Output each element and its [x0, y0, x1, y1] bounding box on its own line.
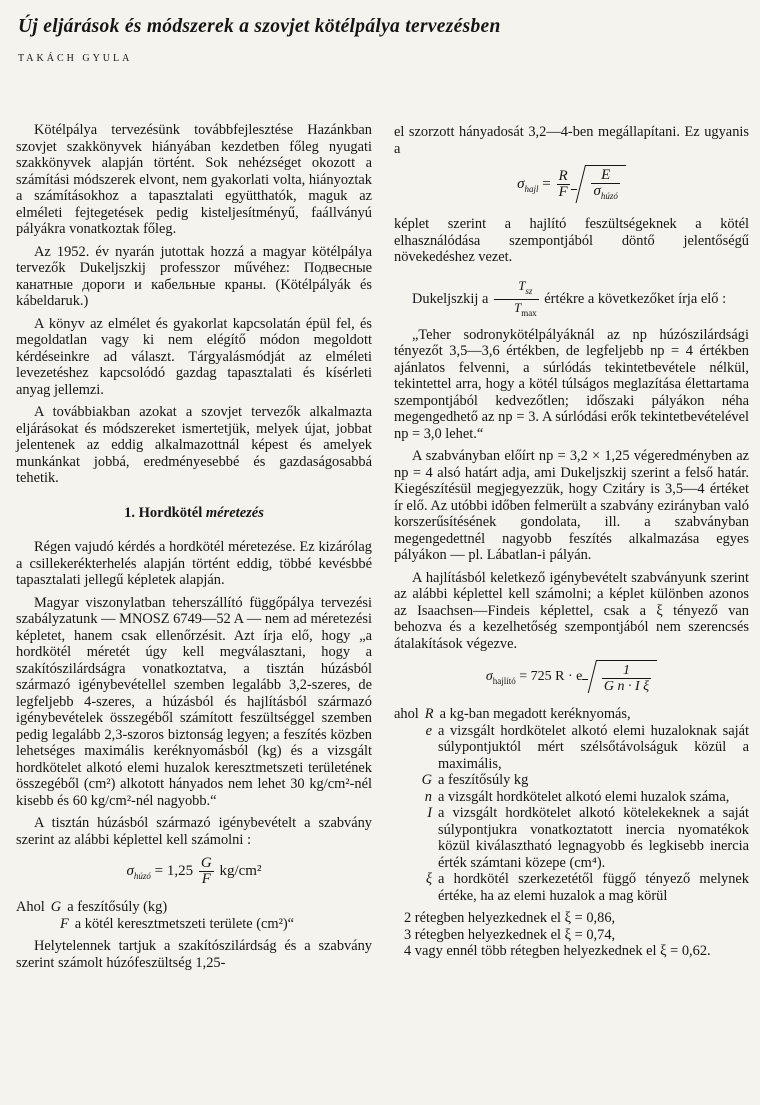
- quote-paragraph: „Teher sodronykötélpályáknál az np húzószilárdsági tényezőt 3,5—3,6 értékben, de legfeljebb np = 4 értékben ajánlatos felvenni, a súrlódás tekintetbevétele nélkül, tekintettel arra, hogy a kötél túlságos meglazítása élettartama szempontjából kedvezőtlen; időszaki pályákon néha megengedhető az np = 3. A súrlódási erők tekintetbevételével np = 3,0 lehet.“: [394, 326, 749, 442]
- definition-item: [394, 871, 749, 904]
- definition-symbol: G: [50, 899, 62, 915]
- ratio-denominator: [494, 300, 539, 321]
- paragraph: el szorzott hányadosát 3,2—4-ben megállapítani. Ez ugyanis a: [394, 124, 749, 157]
- layer-list: [394, 910, 749, 960]
- root-numerator: 1: [602, 663, 651, 679]
- formula-eq: = 1,25: [154, 862, 194, 879]
- definition-text: a feszítősúly kg: [438, 772, 529, 788]
- formula-eq: = 725 R · e: [519, 669, 583, 685]
- definition-item: [394, 789, 749, 806]
- text: értékre a következőket írja elő :: [544, 290, 727, 307]
- author-name: TAKÁCH GYULA: [18, 53, 133, 64]
- definition-symbol: R: [424, 706, 434, 722]
- left-column: [16, 122, 372, 973]
- paragraph: A szabványban előírt np = 3,2 × 1,25 végeredményben az np = 4 alsó határt adja, ami Dukeljszkij szerint a felső határ. Kiegészítésül megjegyezzük, hogy Czitáry is 3,5—4 értéket ír elő. Az utóbbi időben felmerült a szabvány ezirányban való korszerűsítésének gondolata, ill. a szabványban megengedettnél nagyobb feszítés alkalmazása egyes pályákon — pl. Lábatlan-i pályán.: [394, 448, 749, 563]
- formula-lhs: σ: [517, 175, 525, 192]
- fraction-denominator: F: [558, 184, 568, 200]
- definition-text: a feszítősúly (kg): [67, 899, 168, 915]
- formula-lhs: σ: [126, 862, 134, 879]
- layer-item: 3 rétegben helyezkednek el ξ = 0,74,: [404, 926, 616, 943]
- definition-symbol: n: [424, 788, 432, 805]
- formula-fraction: [199, 856, 214, 887]
- ratio-num-symbol: T: [518, 277, 526, 293]
- ahol-word: Ahol: [16, 899, 45, 915]
- paragraph: A hajlításból keletkező igénybevételt szabványunk szerint az alábbi képlettel kell számolni; a képlet különben azonos az Isaachsen—Findeis képlettel, csak a ξ tényező van behozva és a kezelhetőség szempontjából nem szerencsés átalakítások végezve.: [394, 569, 749, 652]
- paragraph: Régen vajudó kérdés a hordkötél méretezése. Ez kizárólag a csillekerékterhelés alapján történt eddig, többé kevésbbé tapasztalati jellegű képletek alapján.: [16, 539, 372, 588]
- definition-symbol: e: [425, 722, 432, 739]
- paragraph: A könyv az elmélet és gyakorlat kapcsolatán épül fel, és megoldatlan vagy ki nem elégítő módon megoldott kérdéseinkre ad választ. Tárgyalásmódját az elméleti levezetéshez kapcsolódó gazdag tapasztalati és kísérleti anyag jellemzi.: [16, 315, 372, 398]
- paragraph: Az 1952. év nyarán jutottak hozzá a magyar kötélpálya tervezők Dukeljszkij professzor művéhez: Подвесные канатные дороги и кабельные краны. (Kötélpályák és kábeldaruk.): [16, 243, 372, 309]
- root-fraction: [591, 168, 619, 204]
- definition-symbol: G: [421, 772, 432, 788]
- ratio-numerator: [494, 278, 539, 300]
- definition-symbol: ξ: [425, 871, 432, 887]
- ratio-num-sub: sz: [525, 285, 533, 296]
- root-denominator: G n · I ξ: [603, 679, 650, 694]
- ratio-den-sub: max: [521, 307, 537, 318]
- formula-bending-standard: [394, 660, 749, 694]
- ratio-den-symbol: T: [513, 299, 522, 315]
- formula-lhs-sub: hajl: [524, 183, 539, 194]
- root-numerator: E: [591, 168, 619, 184]
- root-den-sub: húzó: [600, 191, 618, 201]
- definition-text: a kg-ban megadott keréknyomás,: [439, 706, 631, 722]
- definition-item: [16, 899, 372, 916]
- formula-bending: [394, 165, 749, 204]
- definition-text: a vizsgált hordkötelet alkotó kötelekeknek a saját súlypontjukra vonatkoztatott inercia nyomatékok közül kiválasztható legnagyobb és legkisebb inercia érték számtani közepe (cm⁴).: [438, 805, 749, 871]
- formula-lhs: σ: [485, 669, 493, 685]
- layer-item: 4 vagy ennél több rétegben helyezkednek el ξ = 0,62.: [404, 943, 711, 959]
- paragraph: Kötélpálya tervezésünk továbbfejlesztése Hazánkban szovjet szakkönyvek hiányában kezdetben főleg nyugati szakkönyvek alapján történt. Sok nehézséget okozott a számítási módszerek elvont, nem gyakorlati volta, hiányoztak a számításokhoz a tapasztalati együtthatók, maguk az elméleti fejtegetések pedig kisteljesítményű, faállványú pályákra vonatkoztak főleg.: [16, 122, 372, 237]
- definition-item: [394, 772, 749, 789]
- section-title-rest: méretezés: [205, 504, 264, 521]
- formula-lhs-sub: húzó: [133, 870, 151, 881]
- formula-lhs-sub: hajlító: [492, 676, 516, 687]
- ahol-word: ahol: [394, 706, 419, 722]
- definition-item: [16, 916, 372, 933]
- definition-text: a kötél keresztmetszeti területe (cm²)“: [74, 915, 295, 932]
- paragraph-dukeljszkij: [394, 278, 749, 321]
- paragraph: A továbbiakban azokat a szovjet tervezők alkalmazta eljárásokat és módszereket ismertetjük, melyek újat, jobbat jelentenek az eddig alkalmazottnál képest és amelyek munkánkat jobbá, eredményesebbé és gazdaságosabbá tehetik.: [16, 404, 372, 486]
- square-root: [585, 165, 625, 204]
- fraction-denominator: F: [201, 871, 211, 887]
- definition-symbol: I: [427, 805, 432, 821]
- article-title: Új eljárások és módszerek a szovjet kötélpálya tervezésben: [18, 16, 501, 37]
- fraction-numerator: R: [558, 168, 568, 184]
- root-fraction: [602, 663, 651, 694]
- root-denominator: [591, 184, 619, 204]
- layer-item: 2 rétegben helyezkednek el ξ = 0,86,: [404, 910, 616, 926]
- definition-list: [394, 706, 749, 904]
- definition-text: a hordkötél szerkezetétől függő tényező melynek értéke, ha az elemi huzalok a mag körül: [438, 871, 749, 904]
- definition-item: [394, 706, 749, 723]
- definition-text: a vizsgált hordkötelet alkotó elemi huzaloknak saját súlypontjuktól mért szélsőtávolságuk közül a maximális,: [438, 722, 749, 772]
- ratio-fraction: [494, 278, 539, 321]
- section-heading: [16, 505, 372, 522]
- fraction-numerator: G: [200, 855, 212, 871]
- right-column: [394, 124, 749, 960]
- definition-list: [16, 899, 372, 932]
- formula-eq: =: [542, 175, 551, 192]
- section-title-bold: Hordkötél: [138, 504, 203, 521]
- definition-item: [394, 805, 749, 871]
- paragraph: Helytelennek tartjuk a szakítószilárdság és a szabvány szerint számolt húzófeszültség 1,25-: [16, 938, 372, 971]
- section-number: 1.: [124, 504, 135, 521]
- paragraph: képlet szerint a hajlító feszültségeknek a kötél elhasználódása szempontjából döntő jelentőségű növekedéshez vezet.: [394, 216, 749, 265]
- root-den-symbol: σ: [593, 183, 601, 199]
- paragraph: Magyar viszonylatban teherszállító függőpálya tervezési szabályzatunk — MNOSZ 6749—52 A — nem ad méretezési képletet, hanem csak ellenőrzésit. Azt írja elő, hogy „a hordkötél méretét úgy kell megválasztani, hogy a szakítószilárdságra vonatkoztatva, a tisztán húzásból származó igénybevétellel szemben legalább 3,2-szeres, de legfeljebb 4-szeres, a húzásból és hajlításból származó igénybevételek összegéből számított feszültséggel szemben pedig legalább 2,3-szoros biztonság legyen; a feszítés közben lehetséges maximális keréknyomásból (kg) és a vizsgált hordkötelet alkotó elemi huzalok keresztmetszeti területének összegéből (cm²) alkotott hányados nem lehet 30 kg/cm²-nél kisebb és 60 kg/cm²-nél nagyobb.“: [16, 594, 372, 809]
- square-root: [596, 660, 657, 694]
- definition-symbol: F: [60, 915, 69, 932]
- formula-tension: [16, 856, 372, 887]
- paragraph: A tisztán húzásból származó igénybevételt a szabvány szerint az alábbi képlettel kell számolni :: [16, 815, 372, 848]
- definition-item: [394, 723, 749, 773]
- formula-unit: kg/cm²: [219, 862, 262, 879]
- text: Dukeljszkij a: [412, 290, 489, 307]
- definition-text: a vizsgált hordkötelet alkotó elemi huzalok száma,: [438, 788, 730, 805]
